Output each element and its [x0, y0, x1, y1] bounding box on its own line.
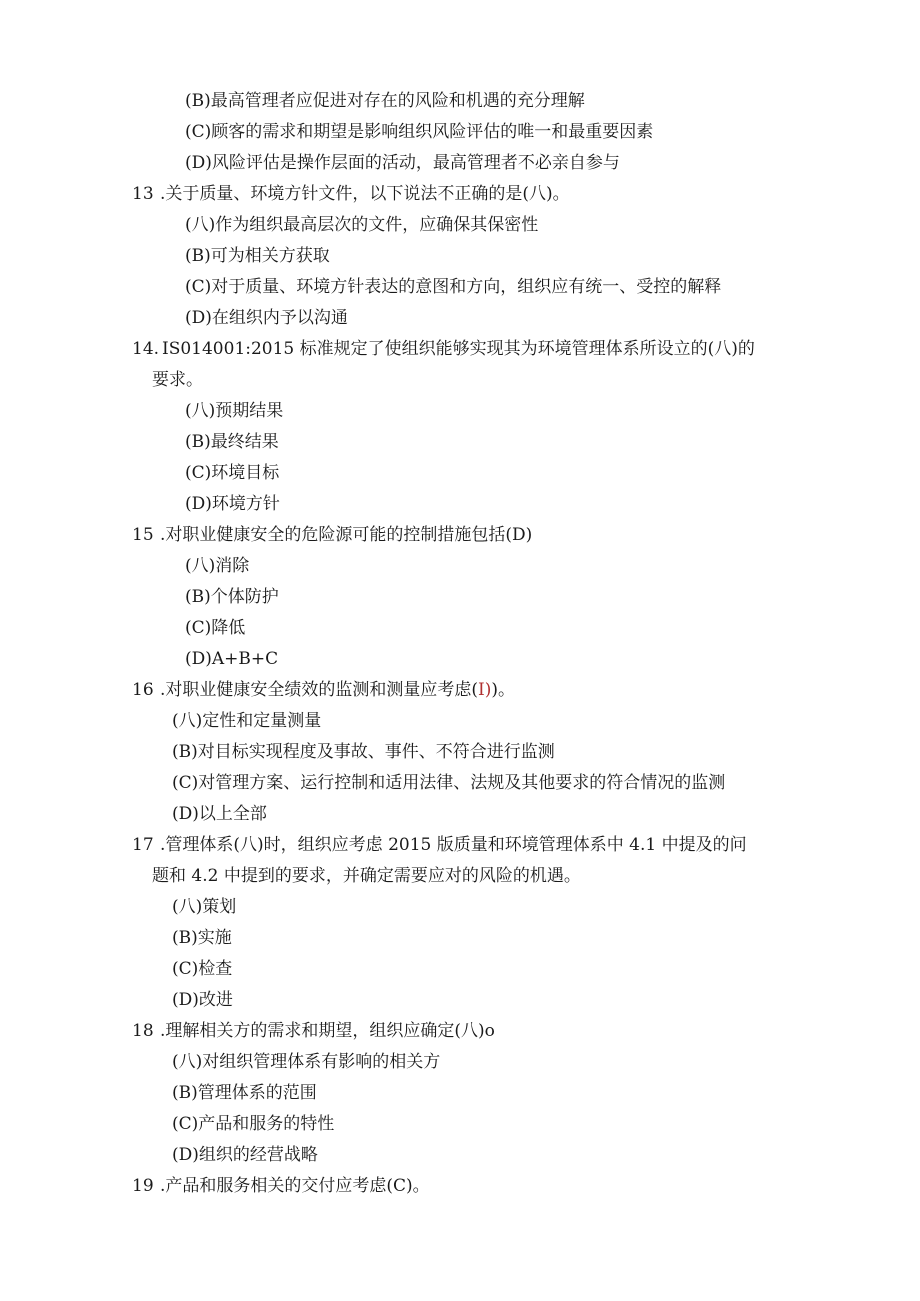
q15-number: 15 [132, 525, 154, 545]
q15-option-a: (八)消除 [185, 556, 250, 576]
q17-option-b: (B)实施 [172, 928, 232, 948]
q15-option-b: (B)个体防护 [185, 587, 279, 607]
q16-option-b: (B)对目标实现程度及事故、事件、不符合进行监测 [172, 742, 555, 762]
q16-answer-mark: I) [478, 680, 492, 700]
q14-text: IS014001:2015 标准规定了使组织能够实现其为环境管理体系所设立的(八)的 [162, 339, 755, 359]
q16-number: 16 [132, 680, 154, 700]
q18-number: 18 [132, 1021, 154, 1041]
q16-option-a: (八)定性和定量测量 [172, 711, 322, 731]
q14-option-d: (D)环境方针 [185, 494, 280, 514]
q13-number: 13 [132, 184, 154, 204]
q18-option-c: (C)产品和服务的特性 [172, 1114, 335, 1134]
q15-text: .对职业健康安全的危险源可能的控制措施包括(D) [160, 525, 533, 545]
q15-option-c: (C)降低 [185, 618, 246, 638]
q18-text: .理解相关方的需求和期望，组织应确定(八)o [160, 1021, 495, 1041]
q16-option-c: (C)对管理方案、运行控制和适用法律、法规及其他要求的符合情况的监测 [172, 773, 726, 793]
q19-number: 19 [132, 1176, 154, 1196]
q14-option-b: (B)最终结果 [185, 432, 279, 452]
q12-option-b: (B)最高管理者应促进对存在的风险和机遇的充分理解 [185, 91, 585, 111]
q13-option-d: (D)在组织内予以沟通 [185, 308, 348, 328]
q13-text: .关于质量、环境方针文件，以下说法不正确的是(八)。 [160, 184, 570, 204]
q17-number: 17 [132, 835, 154, 855]
q16-text-pre: .对职业健康安全绩效的监测和测量应考虑( [160, 680, 479, 700]
q18-option-a: (八)对组织管理体系有影响的相关方 [172, 1052, 441, 1072]
q17-option-c: (C)检查 [172, 959, 233, 979]
q18-option-d: (D)组织的经营战略 [172, 1145, 318, 1165]
q17-option-d: (D)改进 [172, 990, 233, 1010]
q12-option-c: (C)顾客的需求和期望是影响组织风险评估的唯一和最重要因素 [185, 122, 654, 142]
q14-text-continued: 要求。 [152, 370, 203, 390]
q17-option-a: (八)策划 [172, 897, 237, 917]
q13-option-c: (C)对于质量、环境方针表达的意图和方向，组织应有统一、受控的解释 [185, 277, 722, 297]
q18-option-b: (B)管理体系的范围 [172, 1083, 317, 1103]
q17-text-continued: 题和 4.2 中提到的要求，并确定需要应对的风险的机遇。 [152, 866, 581, 886]
q14-number: 14. [132, 339, 160, 359]
q12-option-d: (D)风险评估是操作层面的活动，最高管理者不必亲自参与 [185, 153, 620, 173]
q13-option-b: (B)可为相关方获取 [185, 246, 330, 266]
q13-option-a: (八)作为组织最高层次的文件，应确保其保密性 [185, 215, 539, 235]
q19-text: .产品和服务相关的交付应考虑(C)。 [160, 1176, 430, 1196]
q14-option-a: (八)预期结果 [185, 401, 284, 421]
q17-text: .管理体系(八)时，组织应考虑 2015 版质量和环境管理体系中 4.1 中提及的问 [160, 835, 747, 855]
q15-option-d: (D)A+B+C [185, 649, 279, 669]
q16-text-post: )。 [491, 680, 516, 700]
q14-option-c: (C)环境目标 [185, 463, 280, 483]
q16-option-d: (D)以上全部 [172, 804, 267, 824]
q16-text [160, 679, 515, 701]
